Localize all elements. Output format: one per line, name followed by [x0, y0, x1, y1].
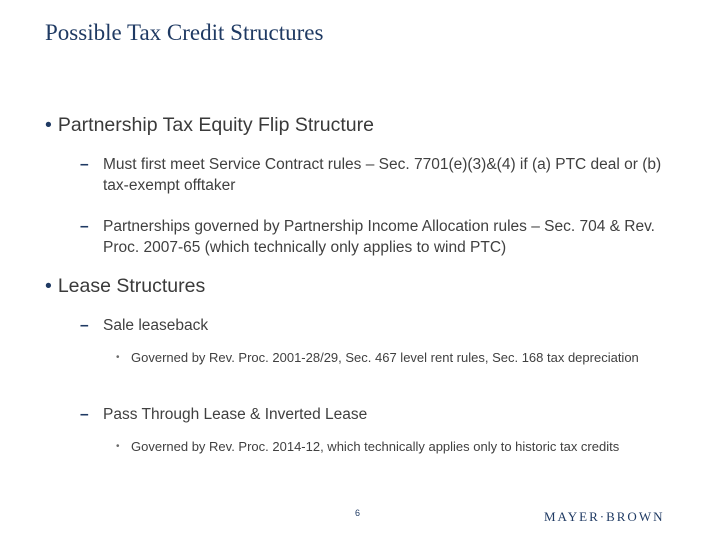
bullet-lease-structures — [45, 275, 205, 298]
dash-icon: – — [80, 156, 89, 173]
detail-sale-leaseback — [116, 348, 676, 368]
subbullet-sale-leaseback — [80, 315, 680, 336]
dash-icon: – — [80, 317, 89, 334]
dot-icon: • — [116, 352, 120, 363]
mayer-brown-logo: MAYER·BROWN — [544, 509, 665, 524]
detail-text: Governed by Rev. Proc. 2014-12, which technically applies only to historic tax credits — [131, 439, 620, 454]
subbullet-text: Sale leaseback — [103, 317, 209, 334]
slide-title: Possible Tax Credit Structures — [45, 20, 324, 45]
dash-icon: – — [80, 406, 89, 423]
detail-text: Governed by Rev. Proc. 2001-28/29, Sec. 467 level rent rules, Sec. 168 tax depreciation — [131, 350, 639, 365]
detail-pass-through-lease — [116, 437, 676, 457]
dot-icon: • — [116, 441, 120, 452]
bullet-text: Partnership Tax Equity Flip Structure — [57, 114, 374, 136]
bullet-icon: • — [45, 275, 52, 297]
subbullet-income-allocation — [80, 216, 680, 258]
subbullet-text: Pass Through Lease & Inverted Lease — [103, 406, 368, 423]
bullet-partnership-flip — [45, 114, 374, 137]
bullet-text: Lease Structures — [57, 275, 206, 297]
subbullet-pass-through-lease — [80, 404, 680, 425]
dash-icon: – — [80, 218, 89, 235]
subbullet-text: Partnerships governed by Partnership Income Allocation rules – Sec. 704 & Rev. Proc. 2007-65 (which technically only applies to wind PTC) — [103, 218, 655, 256]
subbullet-service-contract — [80, 154, 680, 196]
page-number: 6 — [355, 508, 361, 518]
bullet-icon: • — [45, 114, 52, 136]
subbullet-text: Must first meet Service Contract rules – Sec. 7701(e)(3)&(4) if (a) PTC deal or (b) tax-exempt offtaker — [103, 156, 662, 194]
